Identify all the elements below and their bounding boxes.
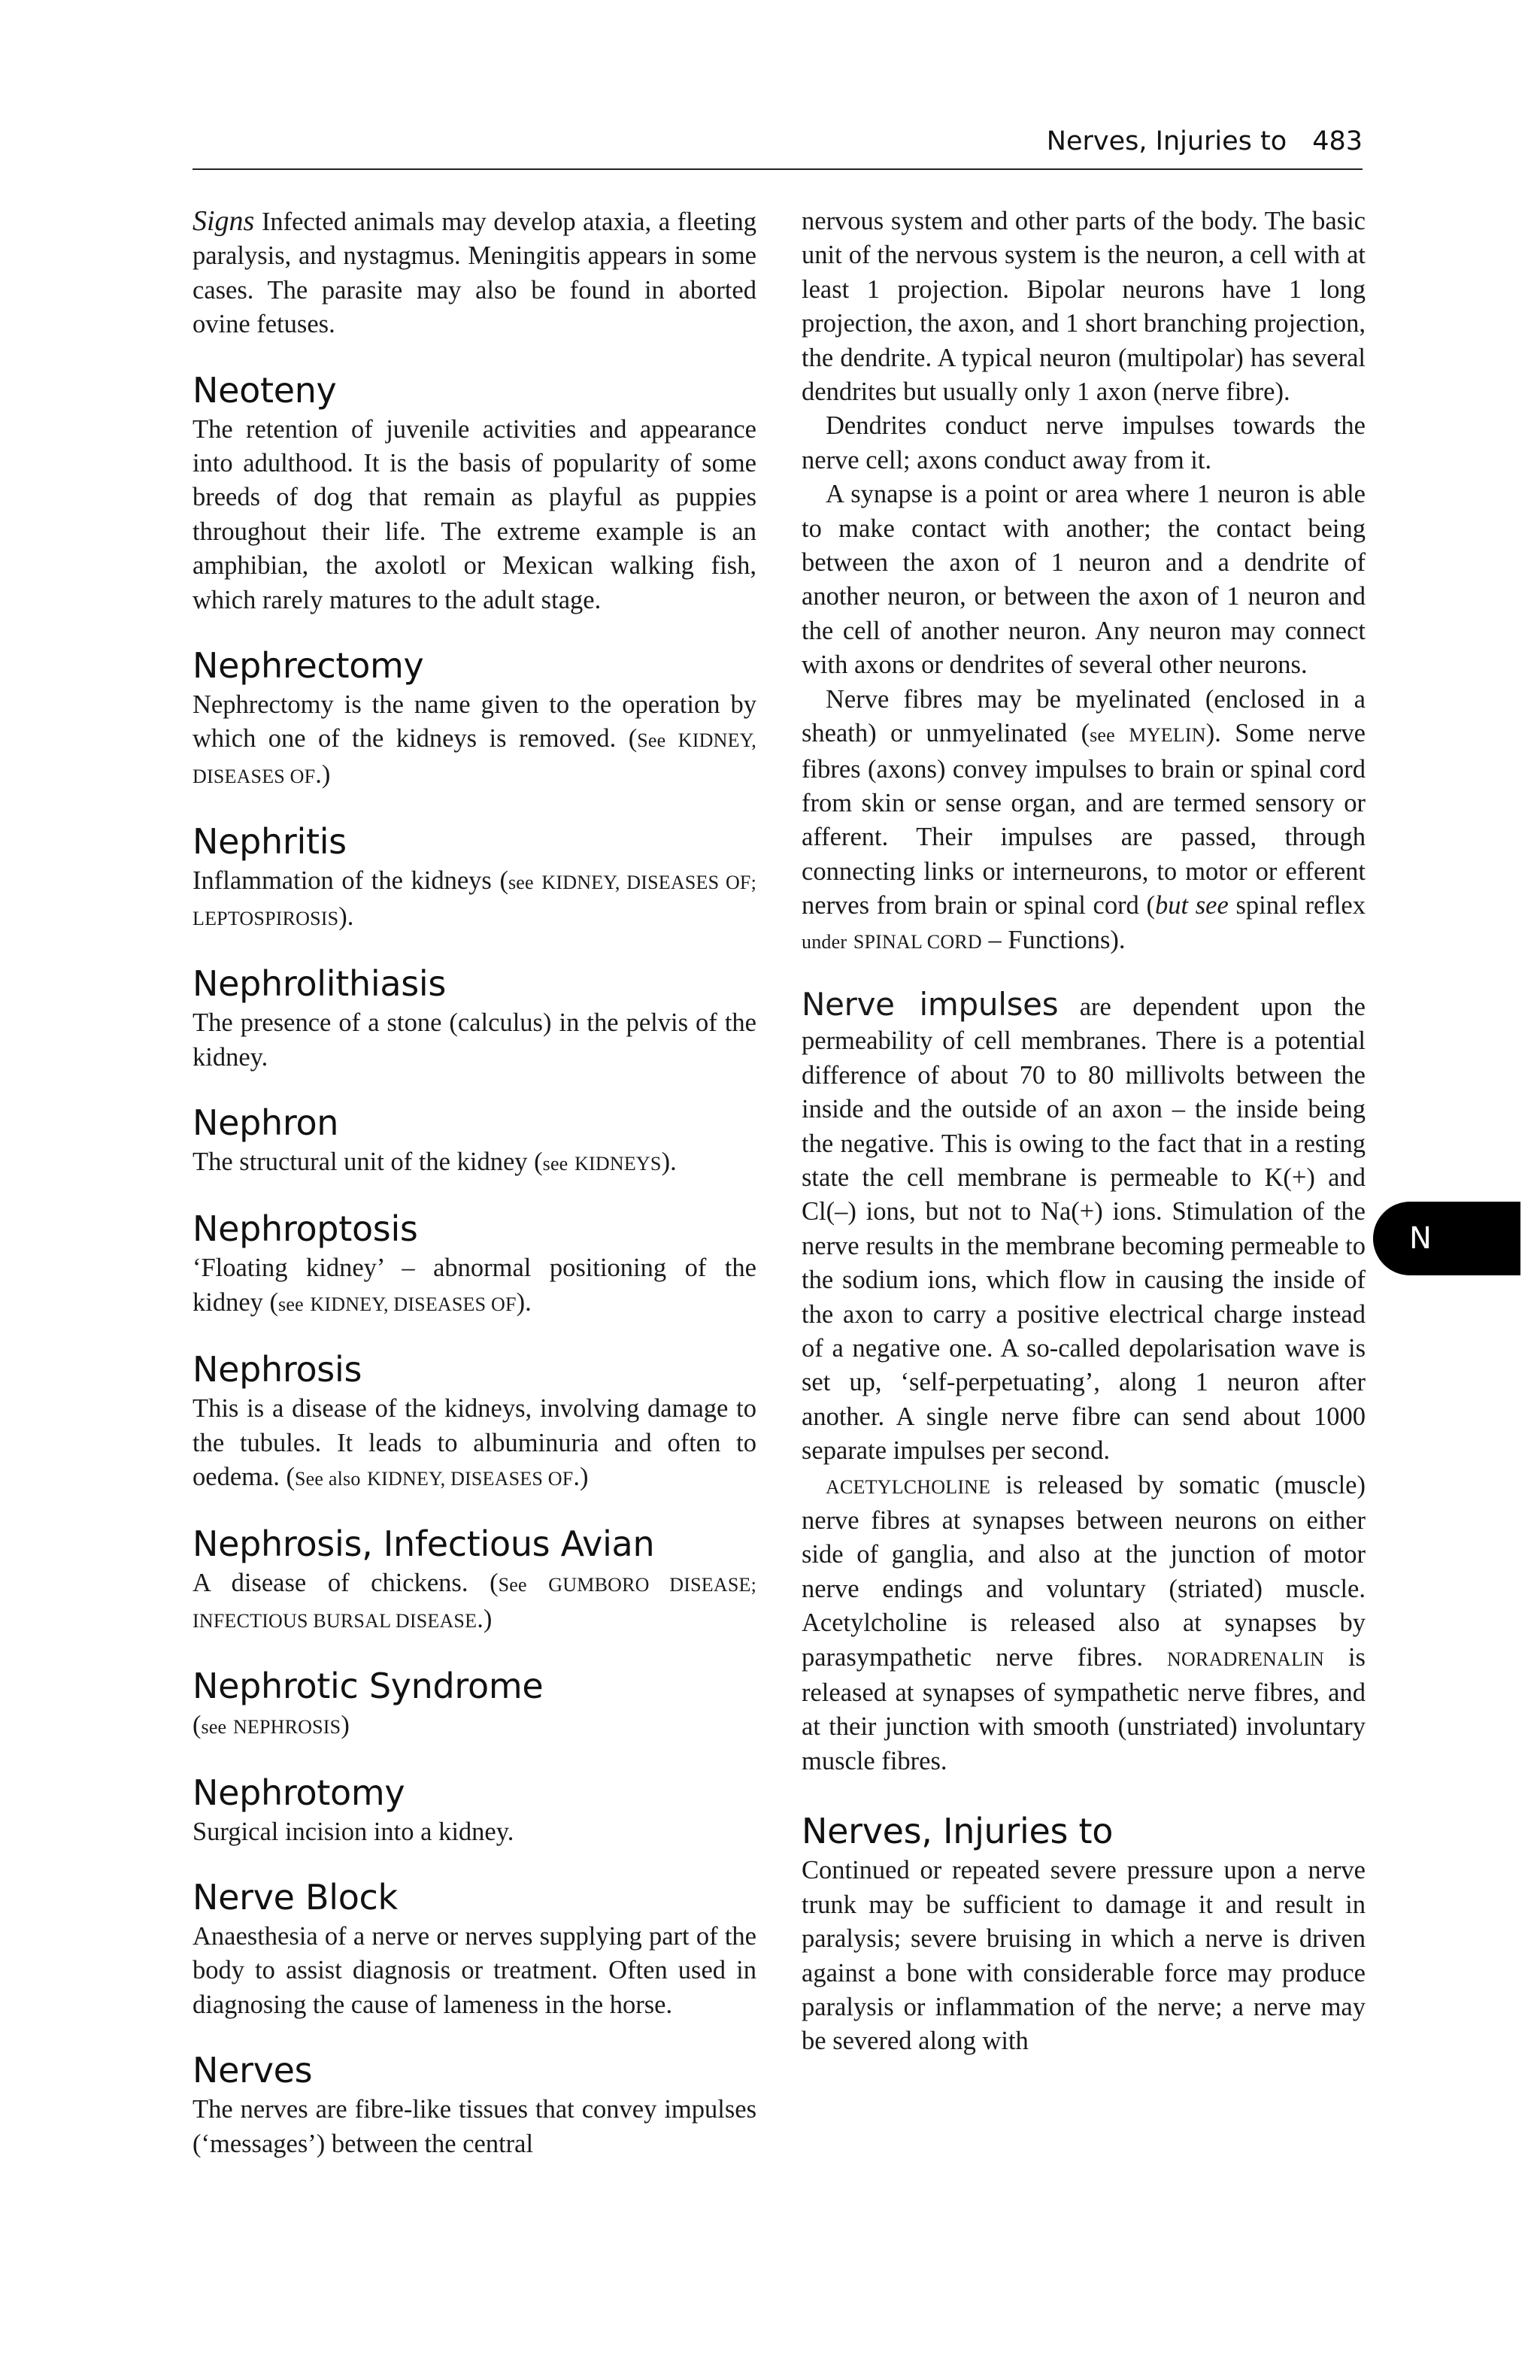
- cross-reference: ACETYLCHOLINE: [826, 1475, 991, 1498]
- entry-body: The structural unit of the kidney (: [192, 1147, 543, 1176]
- see-label: See: [637, 729, 666, 752]
- entry-text: [192, 1708, 756, 1744]
- entry-neoteny: [192, 368, 756, 617]
- entry-tail: .): [315, 759, 331, 789]
- see-label: see: [508, 872, 534, 894]
- text-run: is released at synapses of sympathetic nerve fibres, and at their junction with smooth (unstriated) involuntary muscle fibres.: [802, 1642, 1366, 1775]
- text-run: are dependent upon the permeability of cell membranes. There is a potential difference of about 70 to 80 millivolts between the inside and the outside of an axon – the inside being the negative. This is owing to the fact that in a resting state the cell membrane is permeable to K(+) and Cl(–) ions, but not to Na(+) ions. Stimulation of the nerve results in the membrane becoming permeable to the sodium ions, which flow in causing the inside of the axon to carry a positive electrical charge instead of a negative one. A so-called depolarisation wave is set up, ‘self-perpetuating’, along 1 neuron after another. A single nerve fibre can send about 1000 separate impulses per second.: [802, 992, 1366, 1466]
- headword: Nerves: [192, 2050, 313, 2091]
- cross-reference: NORADRENALIN: [1166, 1648, 1324, 1670]
- entry-tail: ): [341, 1711, 350, 1740]
- entry-nerve-block: [192, 1875, 756, 2022]
- entry-nephrosis-infectious-avian: [192, 1521, 756, 1638]
- page-number: 483: [1312, 126, 1363, 156]
- signs-paragraph: [192, 205, 756, 342]
- text-run: is released by somatic (muscle) nerve fibres at synapses between neurons on either side of ganglia, and also at the junction of motor nerve endings and voluntary (striated) muscle. Acetylcholine is released also at synapses by parasympathetic nerve fibres.: [802, 1470, 1366, 1672]
- right-column: [802, 205, 1366, 2084]
- see-label: see: [201, 1716, 227, 1739]
- entry-text: Surgical incision into a kidney.: [192, 1817, 514, 1846]
- thumb-index-tab: [1373, 1202, 1520, 1275]
- headword: Nephrotomy: [192, 1772, 405, 1813]
- cross-reference: GUMBORO DISEASE; INFECTIOUS BURSAL DISEASE: [192, 1574, 756, 1632]
- thumb-index-letter: N: [1409, 1221, 1432, 1256]
- entry-nephrotomy: [192, 1770, 756, 1849]
- cross-reference: KIDNEY, DISEASES OF; LEPTOSPIROSIS: [192, 872, 757, 929]
- paragraph-nerve-impulses: [802, 987, 1366, 1469]
- entry-nephrotic-syndrome: [192, 1663, 756, 1744]
- running-head: [192, 126, 1363, 156]
- running-head-title: Nerves, Injuries to: [1046, 126, 1287, 156]
- entry-body: A disease of chickens. (: [192, 1569, 499, 1598]
- entry-tail: .): [573, 1462, 589, 1491]
- text-run: Nerve fibres may be myelinated (enclosed in a sheath) or unmyelinated (: [802, 684, 1366, 748]
- run-in-heading: Nerve impulses: [802, 985, 1059, 1023]
- entry-nephrectomy: [192, 643, 756, 793]
- but-see-label: but see: [1154, 891, 1229, 920]
- entry-nephritis: [192, 819, 756, 935]
- see-label: See: [498, 1574, 527, 1596]
- headword: Nephrosis: [192, 1349, 362, 1390]
- headword: Nerve Block: [192, 1876, 398, 1918]
- text-run: – Functions).: [981, 925, 1126, 954]
- headword: Nephrotic Syndrome: [192, 1666, 544, 1707]
- entry-body: Inflammation of the kidneys (: [192, 866, 508, 896]
- cross-reference: KIDNEY, DISEASES OF: [192, 729, 756, 787]
- headword: Nephron: [192, 1102, 339, 1143]
- paragraph: Dendrites conduct nerve impulses towards the nerve cell; axons conduct away from it.: [802, 411, 1366, 474]
- entry-text: [192, 1251, 756, 1321]
- entry-body: ‘Floating kidney’ – abnormal positioning of the kidney (: [192, 1254, 756, 1317]
- paragraph: [802, 683, 1366, 959]
- cross-reference: KIDNEY, DISEASES OF: [310, 1293, 517, 1315]
- headword: Nephrosis, Infectious Avian: [192, 1524, 655, 1565]
- signs-label: Signs: [192, 205, 255, 237]
- entry-body: Nephrectomy is the name given to the operation by which one of the kidneys is removed. (: [192, 690, 756, 753]
- cross-reference: SPINAL CORD: [853, 930, 982, 953]
- entry-nephron: [192, 1100, 756, 1181]
- cross-reference: KIDNEY, DISEASES OF: [367, 1467, 574, 1490]
- entry-nerves: [192, 2048, 756, 2161]
- entry-text: Continued or repeated severe pressure upon a nerve trunk may be sufficient to damage it and result in paralysis; severe bruising in which a nerve is driven against a bone with considerable force may produce paralysis or inflammation of the nerve; a nerve may be severed along with: [802, 1856, 1366, 2056]
- header-rule: [192, 168, 1363, 170]
- text-run: spinal reflex: [1228, 891, 1366, 920]
- text-run: ). Some nerve fibres (axons) convey impulses to brain or spinal cord from skin or sense organ, and are termed sensory or afferent. Their impulses are passed, through connecting links or interneurons, to motor or efferent nerves from brain or spinal cord (: [802, 719, 1366, 920]
- entry-nephrosis: [192, 1347, 756, 1496]
- entry-text: [192, 1566, 756, 1638]
- signs-text: Infected animals may develop ataxia, a fleeting paralysis, and nystagmus. Meningitis appears in some cases. The parasite may also be found in aborted ovine fetuses.: [192, 208, 756, 339]
- entry-nephroptosis: [192, 1206, 756, 1321]
- entry-text: [192, 688, 756, 793]
- entry-tail: ).: [516, 1287, 532, 1317]
- under-label: under: [802, 930, 847, 953]
- entry-body: This is a disease of the kidneys, involving damage to the tubules. It leads to albuminuria and often to oedema. (: [192, 1394, 756, 1491]
- see-label: see: [278, 1293, 304, 1315]
- see-label: See also: [295, 1467, 361, 1490]
- paragraph: [802, 1469, 1366, 1779]
- entry-text: The retention of juvenile activities and appearance into adulthood. It is the basis of popularity of some breeds of dog that remain as playful as puppies throughout their life. The extreme example is an amphibian, the axolotl or Mexican walking fish, which rarely matures to the adult stage.: [192, 414, 756, 614]
- headword: Nephroptosis: [192, 1208, 418, 1250]
- cross-reference: KIDNEYS: [574, 1152, 662, 1175]
- entry-nephrolithiasis: [192, 961, 756, 1075]
- cross-reference: MYELIN: [1129, 724, 1206, 747]
- paragraph: A synapse is a point or area where 1 neuron is able to make contact with another; the contact being between the axon of 1 neuron and a dendrite of another neuron, or between the axon of 1 neuron and the cell of another neuron. Any neuron may connect with axons or dendrites of several other neurons.: [802, 480, 1366, 680]
- entry-text: Anaesthesia of a nerve or nerves supplying part of the body to assist diagnosis or treatment. Often used in diagnosing the cause of lameness in the horse.: [192, 1921, 756, 2019]
- cross-reference: NEPHROSIS: [232, 1716, 341, 1739]
- left-column: [192, 205, 756, 2187]
- see-label: see: [1090, 724, 1115, 747]
- headword: Neoteny: [192, 369, 337, 411]
- headword: Nephrolithiasis: [192, 963, 447, 1005]
- entry-nerves-injuries-to: [802, 1808, 1366, 2058]
- entry-tail: ).: [661, 1147, 677, 1176]
- entry-text: [192, 1145, 756, 1181]
- headword: Nephritis: [192, 821, 347, 863]
- entry-text: The presence of a stone (calculus) in the pelvis of the kidney.: [192, 1008, 756, 1072]
- entry-tail: ).: [338, 902, 354, 931]
- headword: Nephrectomy: [192, 645, 424, 687]
- entry-text: The nerves are fibre-like tissues that convey impulses (‘messages’) between the central: [192, 2095, 756, 2158]
- entry-tail: .): [477, 1604, 493, 1633]
- entry-signs: [192, 205, 756, 342]
- entry-text: [192, 864, 756, 935]
- paragraph: nervous system and other parts of the body. The basic unit of the nervous system is the neuron, a cell with at least 1 projection. Bipolar neurons have 1 long projection, the axon, and 1 short branching projection, the dendrite. A typical neuron (multipolar) has several dendrites but usually only 1 axon (nerve fibre).: [802, 207, 1366, 407]
- entry-body: (: [192, 1711, 202, 1740]
- entry-text: [192, 1392, 756, 1496]
- see-label: see: [542, 1152, 568, 1175]
- headword: Nerves, Injuries to: [802, 1811, 1114, 1852]
